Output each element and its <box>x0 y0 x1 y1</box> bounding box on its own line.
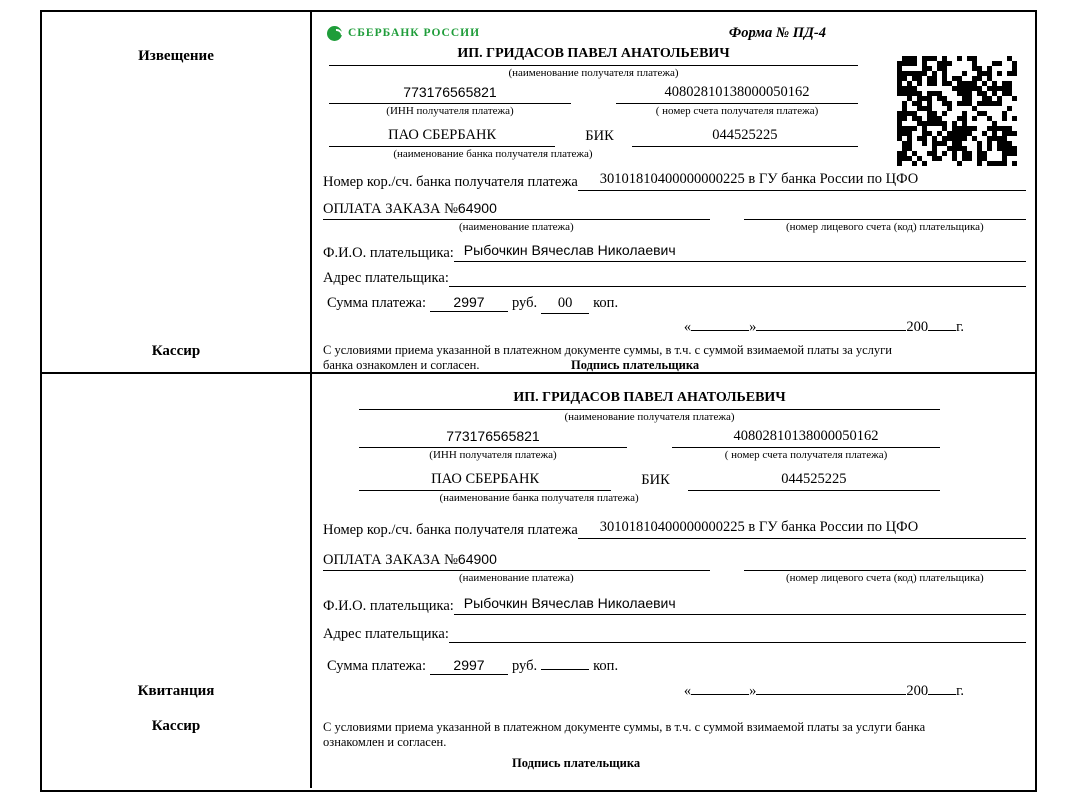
payee-name: ИП. ГРИДАСОВ ПАВЕЛ АНАТОЛЬЕВИЧ <box>359 390 940 410</box>
sberbank-logo-text: СБЕРБАНК РОССИИ <box>348 27 481 39</box>
payer-address-label: Адрес плательщика: <box>323 626 449 642</box>
quote-close: » <box>749 319 757 335</box>
qr-code <box>897 56 1015 164</box>
inn-account-row <box>329 84 858 118</box>
amount-row <box>323 652 1026 675</box>
payer-address-row <box>323 624 1026 643</box>
payment-label: ОПЛАТА ЗАКАЗА № <box>323 201 458 217</box>
bik-value: 044525225 <box>632 127 858 147</box>
date-row <box>323 683 964 700</box>
bik-label: БИК <box>641 472 670 488</box>
payment-name-row <box>323 551 1026 571</box>
payee-group-bottom <box>359 390 940 505</box>
amount-rub-value: 2997 <box>430 657 508 675</box>
payer-address-row <box>323 268 1026 287</box>
payment-captions-row <box>323 571 1026 585</box>
payment-caption: (наименование платежа) <box>458 221 574 233</box>
account-value: 40802810138000050162 <box>672 428 940 448</box>
agreement-block-bottom <box>323 720 1026 771</box>
bank-caption: (наименование банка получателя платежа) <box>393 148 593 160</box>
amount-rub-value: 2997 <box>430 294 508 312</box>
inn-account-row <box>359 428 940 462</box>
corr-account-row <box>323 171 1026 191</box>
payee-name-caption: (наименование получателя платежа) <box>508 67 679 79</box>
inn-caption: (ИНН получателя платежа) <box>429 449 557 461</box>
year-prefix: 200 <box>906 683 929 699</box>
payment-name-row <box>323 200 1026 220</box>
order-number: 64900 <box>457 551 497 567</box>
payer-name-value: Рыбочкин Вячеслав Николаевич <box>454 595 1026 615</box>
bank-caption: (наименование банка получателя платежа) <box>439 492 639 504</box>
payer-name-label: Ф.И.О. плательщика: <box>323 245 454 261</box>
personal-account-field <box>744 201 1026 220</box>
inn-cell <box>329 84 571 118</box>
corr-label: Номер кор./сч. банка получателя платежа <box>323 174 578 190</box>
payment-caption: (наименование платежа) <box>458 572 574 584</box>
account-cell <box>672 428 940 462</box>
date-year-field <box>928 330 956 331</box>
quote-close: » <box>749 683 757 699</box>
account-caption: ( номер счета получателя платежа) <box>724 449 888 461</box>
personal-account-caption: (номер лицевого счета (код) плательщика) <box>785 572 984 584</box>
bank-bik-row <box>359 471 940 491</box>
section-izveshchenie <box>42 12 1035 372</box>
signature-label: Подпись плательщика <box>512 756 641 770</box>
inn-value: 773176565821 <box>329 84 571 104</box>
form-number-label: Форма № ПД-4 <box>728 24 826 41</box>
corr-label: Номер кор./сч. банка получателя платежа <box>323 522 578 538</box>
account-caption: ( номер счета получателя платежа) <box>655 105 819 117</box>
cashier-label-top: Кассир <box>151 343 201 359</box>
order-number: 64900 <box>457 200 497 216</box>
bik-label: БИК <box>585 128 614 144</box>
year-suffix: г. <box>956 319 964 335</box>
payment-name-field <box>323 200 710 220</box>
date-month-field <box>756 330 906 331</box>
stub-label-kvitanciya: Квитанция <box>137 683 215 699</box>
agreement-text: С условиями приема указанной в платежном документе суммы, в т.ч. с суммой взимаемой платы за услуги банка ознакомлен и согласен. <box>323 343 892 372</box>
date-row <box>323 319 964 336</box>
account-cell <box>616 84 858 118</box>
inn-caption: (ИНН получателя платежа) <box>386 105 514 117</box>
amount-kop-value: 00 <box>541 295 589 314</box>
payment-captions-row <box>323 220 1026 234</box>
year-prefix: 200 <box>906 319 929 335</box>
signature-label: Подпись плательщика <box>571 358 700 372</box>
quote-open: « <box>683 319 692 335</box>
account-value: 40802810138000050162 <box>616 84 858 104</box>
payer-name-row <box>323 595 1026 615</box>
amount-kop-value <box>541 652 589 670</box>
corr-value: 30101810400000000225 в ГУ банка России по ЦФО <box>578 171 1026 191</box>
stub-column-top <box>42 12 312 372</box>
payer-name-value: Рыбочкин Вячеслав Николаевич <box>454 242 1026 262</box>
sberbank-logo-icon <box>327 26 342 41</box>
amount-row <box>323 294 1026 314</box>
rub-label: руб. <box>512 295 538 311</box>
section-kvitanciya <box>42 372 1035 788</box>
date-year-field <box>928 694 956 695</box>
payer-address-field <box>449 624 1026 643</box>
bank-name: ПАО СБЕРБАНК <box>359 471 611 491</box>
form-area-bottom <box>312 374 1035 788</box>
date-day-field <box>691 330 749 331</box>
payment-name-field <box>323 551 710 571</box>
corr-account-row <box>323 519 1026 539</box>
personal-account-caption: (номер лицевого счета (код) плательщика) <box>785 221 984 233</box>
personal-account-field <box>744 552 1026 571</box>
agreement-text: С условиями приема указанной в платежном документе суммы, в т.ч. с суммой взимаемой платы за услуги банка ознакомлен и согласен. <box>323 720 926 749</box>
bank-name: ПАО СБЕРБАНК <box>329 127 555 147</box>
agreement-block-top <box>323 343 1026 373</box>
inn-value: 773176565821 <box>359 428 627 448</box>
payee-name: ИП. ГРИДАСОВ ПАВЕЛ АНАТОЛЬЕВИЧ <box>329 46 858 66</box>
payer-name-label: Ф.И.О. плательщика: <box>323 598 454 614</box>
payer-address-label: Адрес плательщика: <box>323 270 449 286</box>
rub-label: руб. <box>512 658 538 674</box>
payee-group-top <box>329 46 858 161</box>
form-area-top <box>312 12 1035 372</box>
payment-label: ОПЛАТА ЗАКАЗА № <box>323 552 458 568</box>
stub-column-bottom <box>42 374 312 788</box>
brand-row <box>321 22 1026 44</box>
year-suffix: г. <box>956 683 964 699</box>
payee-name-caption: (наименование получателя платежа) <box>564 411 735 423</box>
quote-open: « <box>683 683 692 699</box>
inn-cell <box>359 428 627 462</box>
date-month-field <box>756 694 906 695</box>
bik-value: 044525225 <box>688 471 940 491</box>
amount-label: Сумма платежа: <box>327 658 426 674</box>
cashier-label-bottom: Кассир <box>151 718 201 734</box>
payment-form-pd4 <box>40 10 1037 792</box>
bank-bik-row <box>329 127 858 147</box>
payer-name-row <box>323 242 1026 262</box>
kop-label: коп. <box>593 658 619 674</box>
date-day-field <box>691 694 749 695</box>
corr-value: 30101810400000000225 в ГУ банка России по ЦФО <box>578 519 1026 539</box>
amount-label: Сумма платежа: <box>327 295 426 311</box>
kop-label: коп. <box>593 295 619 311</box>
stub-label-izveshchenie: Извещение <box>138 48 214 64</box>
sberbank-logo <box>327 26 480 41</box>
payer-address-field <box>449 268 1026 287</box>
